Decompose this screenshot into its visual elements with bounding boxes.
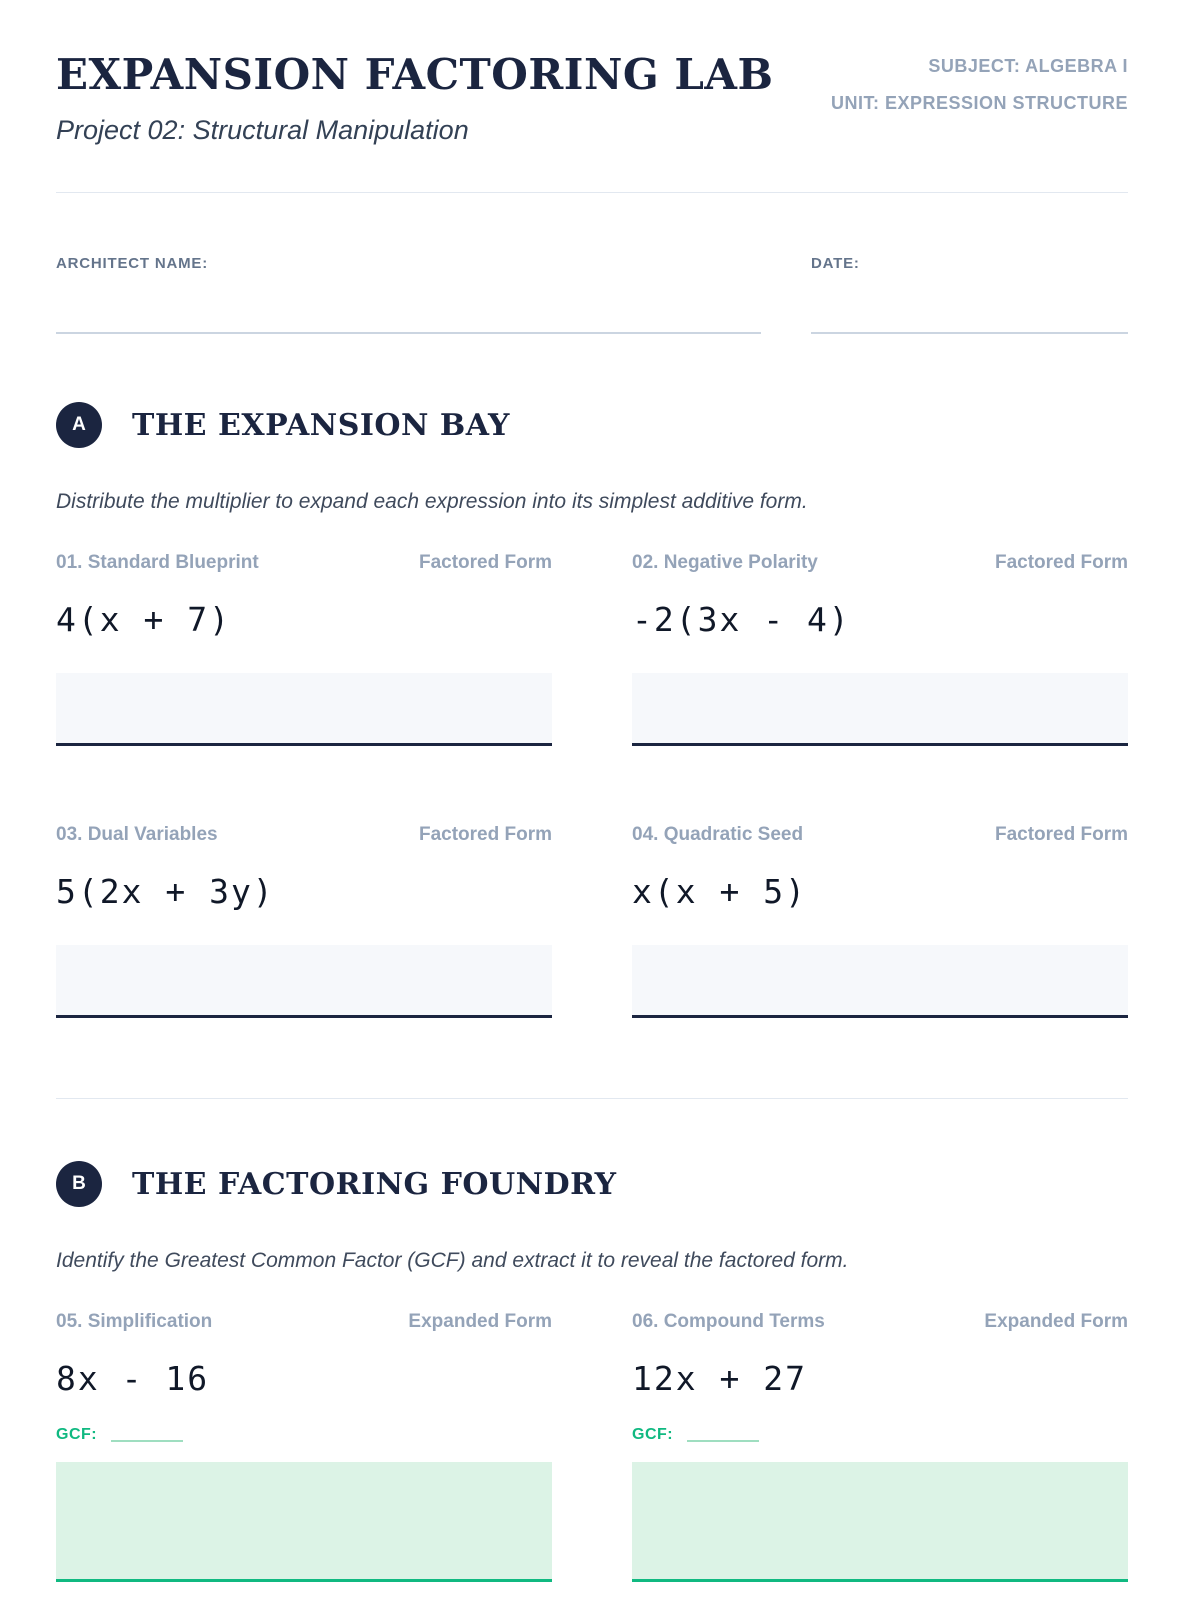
problem-01-expression: 4(x + 7) [56, 600, 231, 639]
section-b-header [56, 1161, 1128, 1207]
problem-03-title: 03. Dual Variables [56, 824, 218, 845]
problem-05-answer-box[interactable] [56, 1462, 552, 1582]
section-a-title: THE EXPANSION BAY [132, 407, 510, 443]
page-subtitle: Project 02: Structural Manipulation [56, 115, 469, 145]
architect-name-field [56, 255, 761, 334]
problem-01 [56, 552, 552, 746]
problem-03-expression: 5(2x + 3y) [56, 872, 275, 911]
architect-name-input[interactable] [56, 332, 761, 334]
problem-04 [632, 824, 1128, 1018]
section-a-instruction: Distribute the multiplier to expand each expression into its simplest additive form. [56, 490, 808, 513]
header-divider [56, 192, 1128, 193]
problem-06-gcf-row [632, 1426, 1128, 1444]
section-a-header [56, 402, 1128, 448]
problem-06-expression: 12x + 27 [632, 1359, 807, 1398]
page-title: EXPANSION FACTORING LAB [56, 50, 774, 99]
section-factoring-foundry [56, 1161, 1128, 1582]
problem-04-form-label: Factored Form [994, 824, 1128, 845]
problem-05-form-label: Expanded Form [408, 1311, 552, 1332]
problem-06-form-label: Expanded Form [984, 1311, 1128, 1332]
problem-06-head [632, 1311, 1128, 1333]
problem-06-answer-box[interactable] [632, 1462, 1128, 1582]
problem-02 [632, 552, 1128, 746]
problem-05-head [56, 1311, 552, 1333]
problem-05-gcf-label: GCF: [56, 1426, 98, 1443]
problem-04-expression: x(x + 5) [632, 872, 807, 911]
problem-04-head [632, 824, 1128, 846]
problem-04-answer-box[interactable] [632, 945, 1128, 1018]
section-b-title: THE FACTORING FOUNDRY [132, 1166, 617, 1202]
worksheet-header [56, 50, 1128, 146]
section-expansion-bay [56, 402, 1128, 1018]
section-a-problem-grid [56, 552, 1128, 1018]
problem-02-head [632, 552, 1128, 574]
header-meta [831, 50, 1128, 114]
problem-01-head [56, 552, 552, 574]
problem-01-title: 01. Standard Blueprint [56, 552, 259, 573]
header-left [56, 50, 773, 146]
problem-02-expression: -2(3x - 4) [632, 600, 851, 639]
problem-02-title: 02. Negative Polarity [632, 552, 818, 573]
meta-subject: SUBJECT: ALGEBRA I [928, 56, 1128, 76]
problem-05-expression: 8x - 16 [56, 1359, 210, 1398]
problem-03-form-label: Factored Form [418, 824, 552, 845]
problem-02-form-label: Factored Form [994, 552, 1128, 573]
date-field [811, 255, 1128, 334]
problem-06-title: 06. Compound Terms [632, 1311, 825, 1332]
problem-05-title: 05. Simplification [56, 1311, 213, 1332]
problem-05-gcf-input[interactable] [111, 1440, 183, 1442]
problem-06-gcf-input[interactable] [687, 1440, 759, 1442]
problem-03 [56, 824, 552, 1018]
date-label: DATE: [811, 255, 860, 272]
problem-02-answer-box[interactable] [632, 673, 1128, 746]
problem-04-title: 04. Quadratic Seed [632, 824, 804, 845]
problem-05-gcf-row [56, 1426, 552, 1444]
section-divider [56, 1098, 1128, 1099]
section-b-instruction: Identify the Greatest Common Factor (GCF) and extract it to reveal the factored form. [56, 1249, 849, 1272]
fields-row [56, 255, 1128, 334]
section-a-badge: A [56, 402, 102, 448]
meta-unit: UNIT: EXPRESSION STRUCTURE [830, 93, 1128, 113]
problem-06-gcf-label: GCF: [632, 1426, 674, 1443]
problem-03-answer-box[interactable] [56, 945, 552, 1018]
section-b-problem-grid [56, 1311, 1128, 1582]
architect-name-label: ARCHITECT NAME: [56, 255, 208, 272]
problem-03-head [56, 824, 552, 846]
problem-05 [56, 1311, 552, 1582]
problem-01-form-label: Factored Form [418, 552, 552, 573]
section-b-badge: B [56, 1161, 102, 1207]
problem-06 [632, 1311, 1128, 1582]
problem-01-answer-box[interactable] [56, 673, 552, 746]
date-input[interactable] [811, 332, 1128, 334]
